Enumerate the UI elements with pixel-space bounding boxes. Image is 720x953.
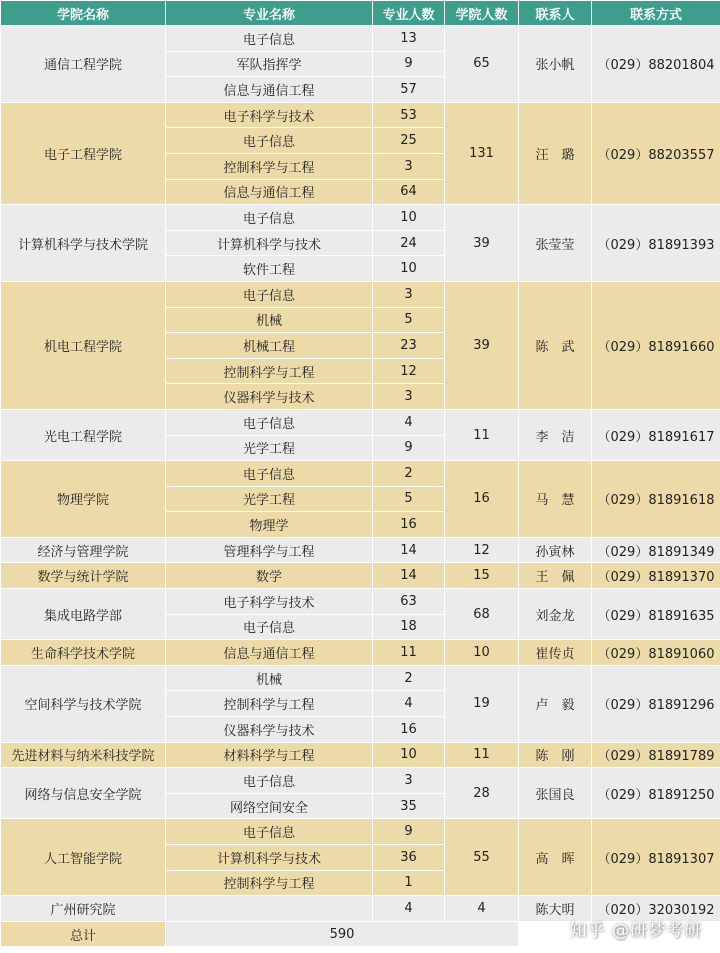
table-row: [1, 589, 720, 615]
table-body: [1, 26, 720, 922]
watermark: 知乎 @研梦考研: [569, 921, 702, 941]
college-name: 网络与信息安全学院: [1, 768, 166, 819]
contact-phone: （029）88201804: [592, 26, 720, 103]
table-row: [1, 281, 720, 307]
major-name: 光学工程: [166, 435, 373, 461]
contact-name: 张国良: [519, 768, 592, 819]
major-count: 10: [373, 205, 445, 231]
major-count: 4: [373, 691, 445, 717]
major-count: 18: [373, 614, 445, 640]
total-row: [1, 921, 720, 947]
header-college-count: 学院人数: [445, 1, 519, 26]
major-count: 10: [373, 742, 445, 768]
major-count: 5: [373, 486, 445, 512]
contact-phone: （029）81891060: [592, 640, 720, 666]
major-count: 23: [373, 333, 445, 359]
contact-name: 马 慧: [519, 461, 592, 538]
college-count: 39: [445, 281, 519, 409]
college-count: 12: [445, 537, 519, 563]
table-row: [1, 409, 720, 435]
table-row: [1, 819, 720, 845]
contact-phone: （029）81891618: [592, 461, 720, 538]
table-row: [1, 563, 720, 589]
college-name: 人工智能学院: [1, 819, 166, 896]
contact-name: 汪 璐: [519, 102, 592, 204]
total-empty-phone: [592, 921, 720, 947]
major-count: 24: [373, 230, 445, 256]
total-empty-contact: [519, 921, 592, 947]
major-count: 13: [373, 26, 445, 52]
major-name: 管理科学与工程: [166, 537, 373, 563]
major-count: 3: [373, 768, 445, 794]
major-count: 12: [373, 358, 445, 384]
major-name: 机械工程: [166, 333, 373, 359]
major-count: 35: [373, 793, 445, 819]
major-name: 物理学: [166, 512, 373, 538]
table-header: [1, 1, 720, 26]
college-count: 10: [445, 640, 519, 666]
major-name: 机械: [166, 665, 373, 691]
college-count: 11: [445, 409, 519, 460]
header-college: 学院名称: [1, 1, 166, 26]
major-name: 电子信息: [166, 819, 373, 845]
contact-name: 高 晖: [519, 819, 592, 896]
major-name: 控制科学与工程: [166, 691, 373, 717]
table-row: [1, 665, 720, 691]
college-count: 15: [445, 563, 519, 589]
header-major: 专业名称: [166, 1, 373, 26]
contact-phone: （029）88203557: [592, 102, 720, 204]
contact-name: 陈 武: [519, 281, 592, 409]
major-count: 1: [373, 870, 445, 896]
major-name: 网络空间安全: [166, 793, 373, 819]
contact-name: 张莹莹: [519, 205, 592, 282]
major-count: 57: [373, 77, 445, 103]
major-name: 电子信息: [166, 768, 373, 794]
table-row: [1, 537, 720, 563]
major-count: 9: [373, 51, 445, 77]
major-count: 2: [373, 461, 445, 487]
major-name: 仪器科学与技术: [166, 717, 373, 743]
contact-name: 张小帆: [519, 26, 592, 103]
table-row: [1, 102, 720, 128]
major-name: 信息与通信工程: [166, 640, 373, 666]
contact-name: 卢 毅: [519, 665, 592, 742]
table-row: [1, 205, 720, 231]
major-name: 控制科学与工程: [166, 870, 373, 896]
major-count: 16: [373, 512, 445, 538]
major-count: 14: [373, 537, 445, 563]
table-row: [1, 768, 720, 794]
major-name: 控制科学与工程: [166, 358, 373, 384]
contact-phone: （029）81891370: [592, 563, 720, 589]
major-name: 计算机科学与技术: [166, 845, 373, 871]
college-name: 经济与管理学院: [1, 537, 166, 563]
table-row: [1, 640, 720, 666]
major-name: 材料科学与工程: [166, 742, 373, 768]
major-name: 数学: [166, 563, 373, 589]
major-name: 电子科学与技术: [166, 102, 373, 128]
total-value: 590: [166, 921, 519, 947]
college-count: 4: [445, 896, 519, 922]
college-name: 机电工程学院: [1, 281, 166, 409]
major-name: 电子信息: [166, 205, 373, 231]
major-count: 36: [373, 845, 445, 871]
contact-name: 崔传贞: [519, 640, 592, 666]
college-name: 电子工程学院: [1, 102, 166, 204]
major-count: 5: [373, 307, 445, 333]
contact-phone: （029）81891789: [592, 742, 720, 768]
major-name: 控制科学与工程: [166, 153, 373, 179]
table-row: [1, 26, 720, 52]
contact-phone: （029）81891349: [592, 537, 720, 563]
contact-name: 王 佩: [519, 563, 592, 589]
college-count: 68: [445, 589, 519, 640]
major-count: 16: [373, 717, 445, 743]
table-row: [1, 742, 720, 768]
contact-name: 刘金龙: [519, 589, 592, 640]
college-name: 通信工程学院: [1, 26, 166, 103]
major-count: 63: [373, 589, 445, 615]
major-count: 25: [373, 128, 445, 154]
contact-phone: （029）81891393: [592, 205, 720, 282]
header-contact: 联系人: [519, 1, 592, 26]
college-count: 39: [445, 205, 519, 282]
contact-name: 陈 刚: [519, 742, 592, 768]
college-name: 先进材料与纳米科技学院: [1, 742, 166, 768]
major-count: 10: [373, 256, 445, 282]
major-count: 3: [373, 281, 445, 307]
header-phone: 联系方式: [592, 1, 720, 26]
table-row: [1, 461, 720, 487]
college-name: 广州研究院: [1, 896, 166, 922]
major-count: 9: [373, 819, 445, 845]
major-name: 电子信息: [166, 26, 373, 52]
major-name: 信息与通信工程: [166, 77, 373, 103]
contact-phone: （029）81891635: [592, 589, 720, 640]
college-count: 131: [445, 102, 519, 204]
major-count: 4: [373, 896, 445, 922]
major-name: [166, 896, 373, 922]
college-count: 11: [445, 742, 519, 768]
college-name: 计算机科学与技术学院: [1, 205, 166, 282]
major-count: 3: [373, 153, 445, 179]
contact-phone: （029）81891660: [592, 281, 720, 409]
major-count: 14: [373, 563, 445, 589]
major-name: 电子信息: [166, 281, 373, 307]
college-count: 16: [445, 461, 519, 538]
major-count: 64: [373, 179, 445, 205]
total-label: 总计: [1, 921, 166, 947]
contact-phone: （029）81891617: [592, 409, 720, 460]
college-name: 光电工程学院: [1, 409, 166, 460]
college-count: 55: [445, 819, 519, 896]
major-name: 仪器科学与技术: [166, 384, 373, 410]
major-name: 信息与通信工程: [166, 179, 373, 205]
college-name: 生命科学技术学院: [1, 640, 166, 666]
college-count: 19: [445, 665, 519, 742]
major-count: 3: [373, 384, 445, 410]
college-name: 空间科学与技术学院: [1, 665, 166, 742]
major-name: 军队指挥学: [166, 51, 373, 77]
major-count: 2: [373, 665, 445, 691]
major-name: 电子科学与技术: [166, 589, 373, 615]
major-count: 53: [373, 102, 445, 128]
header-major-count: 专业人数: [373, 1, 445, 26]
contact-phone: （029）81891296: [592, 665, 720, 742]
major-name: 电子信息: [166, 128, 373, 154]
contact-name: 陈大明: [519, 896, 592, 922]
contact-phone: （029）81891250: [592, 768, 720, 819]
table-row: [1, 896, 720, 922]
college-count: 65: [445, 26, 519, 103]
major-count: 9: [373, 435, 445, 461]
major-count: 11: [373, 640, 445, 666]
contact-phone: （029）81891307: [592, 819, 720, 896]
major-name: 软件工程: [166, 256, 373, 282]
college-name: 物理学院: [1, 461, 166, 538]
major-name: 机械: [166, 307, 373, 333]
major-name: 计算机科学与技术: [166, 230, 373, 256]
major-name: 电子信息: [166, 409, 373, 435]
major-name: 电子信息: [166, 461, 373, 487]
college-name: 集成电路学部: [1, 589, 166, 640]
contact-name: 李 洁: [519, 409, 592, 460]
major-name: 光学工程: [166, 486, 373, 512]
contact-phone: （020）32030192: [592, 896, 720, 922]
college-name: 数学与统计学院: [1, 563, 166, 589]
major-name: 电子信息: [166, 614, 373, 640]
college-count: 28: [445, 768, 519, 819]
contact-name: 孙寅林: [519, 537, 592, 563]
major-count: 4: [373, 409, 445, 435]
